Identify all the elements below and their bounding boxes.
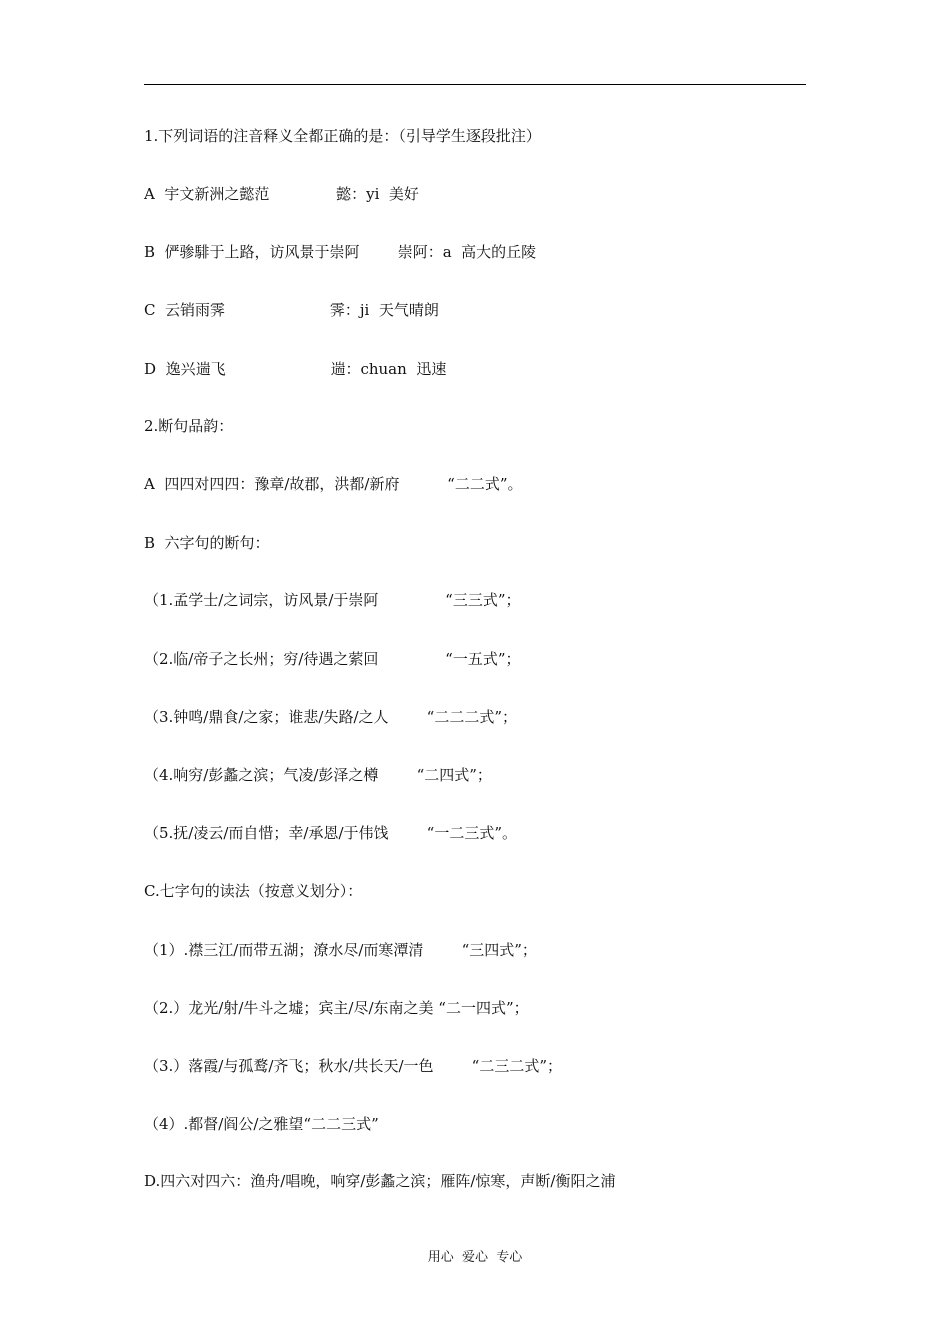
six-char-item-3: （3.钟鸣/鼎食/之家；谁悲/失路/之人 “二二二式”； — [144, 708, 518, 726]
section-d-line: D.四六对四六：渔舟/唱晚，响穿/彭蠡之滨；雁阵/惊寒，声断/衡阳之浦 — [144, 1172, 616, 1190]
option-a-line: A 宇文新洲之懿范 懿：yi 美好 — [144, 185, 419, 203]
section-a-line: A 四四对四四：豫章/故郡，洪都/新府 “二二式”。 — [144, 475, 523, 493]
six-char-item-4: （4.响穷/彭蠡之滨；气凌/彭泽之樽 “二四式”； — [144, 766, 492, 784]
seven-char-item-2: （2.）龙光/射/牛斗之墟；宾主/尽/东南之美 “二一四式”； — [144, 999, 529, 1017]
seven-char-item-4: （4）.都督/阎公/之雅望“二二三式” — [144, 1115, 379, 1133]
six-char-item-2: （2.临/帝子之长州；穷/待遇之萦回 “一五式”； — [144, 650, 521, 668]
section-c-heading: C.七字句的读法（按意义划分）： — [144, 882, 363, 900]
question-2-title: 2.断句品韵： — [144, 417, 234, 435]
question-1-title: 1.下列词语的注音释义全都正确的是：（引导学生逐段批注） — [144, 127, 541, 145]
seven-char-item-1: （1）.襟三江/而带五湖；潦水尽/而寒潭清 “三四式”； — [144, 941, 537, 959]
option-c-line: C 云销雨霁 霁：ji 天气晴朗 — [144, 301, 439, 319]
page-footer: 用心 爱心 专心 — [427, 1250, 523, 1265]
option-d-line: D 逸兴遄飞 遄：chuan 迅速 — [144, 360, 447, 378]
header-rule — [144, 84, 806, 85]
six-char-item-5: （5.抚/凌云/而自惜；幸/承恩/于伟饯 “一二三式”。 — [144, 824, 518, 842]
option-b-line: B 俨骖騑于上路，访风景于崇阿 崇阿：a 高大的丘陵 — [144, 243, 537, 261]
section-b-heading: B 六字句的断句： — [144, 534, 270, 552]
seven-char-item-3: （3.）落霞/与孤鹜/齐飞；秋水/共长天/一色 “二三二式”； — [144, 1057, 563, 1075]
six-char-item-1: （1.孟学士/之词宗，访风景/于崇阿 “三三式”； — [144, 591, 521, 609]
